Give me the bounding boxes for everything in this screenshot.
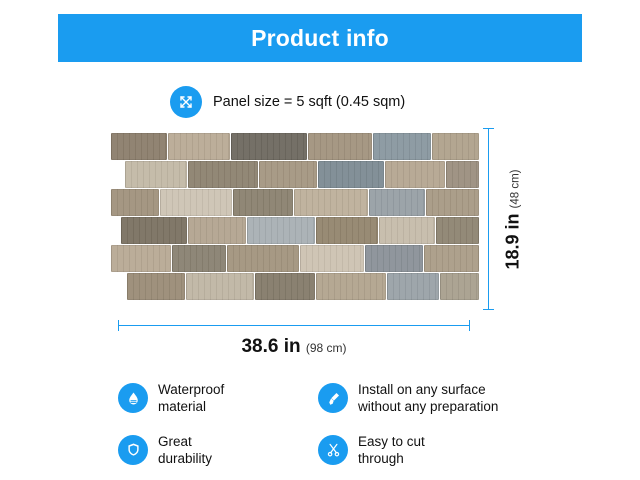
feature-durability	[118, 434, 318, 468]
wall-plank	[127, 273, 185, 300]
feature-install-text	[358, 382, 498, 416]
wall-plank	[379, 217, 435, 244]
wall-plank	[172, 245, 226, 272]
wall-panel-image	[111, 133, 479, 310]
water-drop-icon	[118, 383, 148, 413]
wall-plank	[259, 161, 317, 188]
wall-plank	[247, 217, 315, 244]
wall-plank	[111, 245, 171, 272]
panel-size-label: Panel size = 5 sqft (0.45 sqm)	[213, 94, 406, 110]
wall-plank	[111, 133, 167, 160]
feature-waterproof-line1: Waterproof	[158, 382, 225, 397]
page-title: Product info	[251, 24, 389, 51]
feature-easy-cut-line2: through	[358, 450, 404, 466]
feature-waterproof-line2: material	[158, 398, 207, 414]
feature-install-line2: without any preparation	[358, 398, 499, 414]
wall-plank	[125, 161, 187, 188]
wall-plank	[440, 273, 479, 300]
wall-plank	[316, 273, 386, 300]
wall-plank	[385, 161, 445, 188]
resize-arrows-icon	[170, 86, 202, 118]
wall-plank	[160, 189, 232, 216]
wall-plank	[294, 189, 368, 216]
width-value-metric: (98 cm)	[305, 341, 347, 355]
wall-plank	[168, 133, 230, 160]
width-dimension-label	[118, 336, 470, 358]
feature-durability-text	[158, 434, 212, 468]
wall-plank	[308, 133, 372, 160]
panel-size-row	[170, 86, 405, 118]
wall-plank	[365, 245, 423, 272]
feature-easy-cut-line1: Easy to cut	[358, 433, 425, 449]
wall-plank	[188, 161, 258, 188]
wall-plank	[300, 245, 364, 272]
wall-plank	[255, 273, 315, 300]
feature-durability-line1: Great	[158, 433, 192, 449]
wall-plank	[373, 133, 431, 160]
feature-waterproof-text	[158, 382, 224, 416]
feature-install	[318, 382, 558, 416]
wall-plank	[426, 189, 479, 216]
features-grid	[118, 382, 558, 468]
wall-plank	[369, 189, 425, 216]
wall-plank	[387, 273, 439, 300]
wall-plank	[436, 217, 479, 244]
width-dimension-line	[118, 325, 470, 326]
height-value: 18.9 in	[502, 212, 523, 270]
wall-plank	[111, 189, 159, 216]
height-value-metric: (48 cm)	[509, 168, 522, 208]
wall-plank	[121, 217, 187, 244]
shield-icon	[118, 435, 148, 465]
feature-easy-cut	[318, 434, 558, 468]
wall-plank	[227, 245, 299, 272]
wall-plank	[318, 161, 384, 188]
feature-durability-line2: durability	[158, 450, 213, 466]
width-value: 38.6 in	[241, 336, 301, 357]
feature-easy-cut-text	[358, 434, 425, 468]
brush-icon	[318, 383, 348, 413]
wall-plank	[446, 161, 479, 188]
height-dimension-line	[488, 128, 489, 310]
wall-plank	[424, 245, 479, 272]
feature-waterproof	[118, 382, 318, 416]
height-dimension-label	[493, 128, 533, 310]
wall-plank	[316, 217, 378, 244]
wall-plank	[188, 217, 246, 244]
header-banner	[58, 14, 582, 62]
wall-plank	[231, 133, 307, 160]
wall-plank	[233, 189, 293, 216]
wall-plank	[186, 273, 254, 300]
feature-install-line1: Install on any surface	[358, 382, 486, 397]
wall-plank	[432, 133, 479, 160]
scissors-icon	[318, 435, 348, 465]
